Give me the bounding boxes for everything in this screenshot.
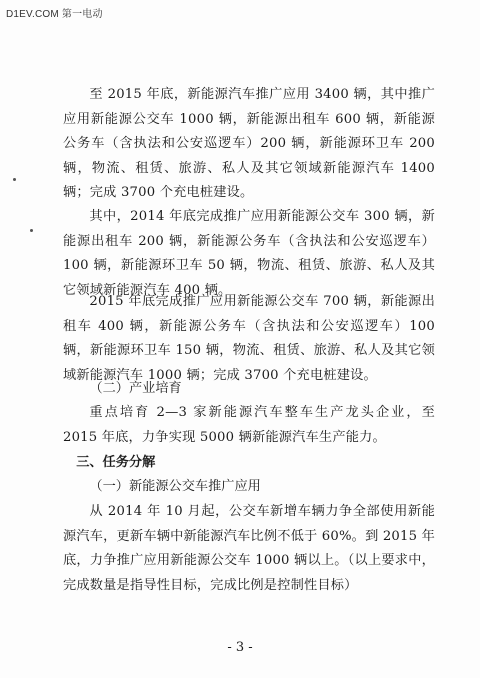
scan-speck: [13, 178, 16, 181]
section-heading-bus: （一）新能源公交车推广应用: [89, 479, 261, 494]
paragraph-bus: 从 2014 年 10 月起，公交车新增车辆力争全部使用新能源汽车，更新车辆中新能源汽车比例不低于 60%。到 2015 年底，力争推广应用新能源公交车 1000 辆以上。（以上要求中，完成数量是指导性目标，完成比例是控制性目标）: [63, 504, 435, 593]
page-number: - 3 -: [227, 640, 253, 655]
paragraph-target-total: 至 2015 年底，新能源汽车推广应用 3400 辆，其中推广应用新能源公交车 1000 辆，新能源出租车 600 辆，新能源公务车（含执法和公安巡逻车）200 辆，新能源环卫车 200 辆，物流、租赁、旅游、私人及其它领域新能源汽车 1400 辆；完成 3700 个充电桩建设。: [63, 87, 435, 200]
scan-speck: [30, 229, 33, 232]
paragraph-2015-targets: 2015 年底完成推广应用新能源公交车 700 辆，新能源出租车 400 辆，新能源公务车（含执法和公安巡逻车）100 辆，新能源环卫车 150 辆，物流、租赁、旅游、私人及其它领域新能源汽车 1000 辆；完成 3700 个充电桩建设。: [63, 294, 435, 383]
paragraph-2014-targets: 其中，2014 年底完成推广应用新能源公交车 300 辆，新能源出租车 200 辆，新能源公务车（含执法和公安巡逻车）100 辆，新能源环卫车 50 辆，物流、租赁、旅游、私人及其它领域新能源汽车 400 辆。: [63, 209, 435, 298]
paragraph-industry: 重点培育 2—3 家新能源汽车整车生产龙头企业，至 2015 年底，力争实现 5000 辆新能源汽车生产能力。: [63, 405, 435, 445]
section-heading-tasks: 三、任务分解: [76, 455, 156, 470]
section-heading-industry: （二）产业培育: [89, 381, 182, 396]
site-watermark: D1EV.COM 第一电动: [6, 9, 103, 20]
